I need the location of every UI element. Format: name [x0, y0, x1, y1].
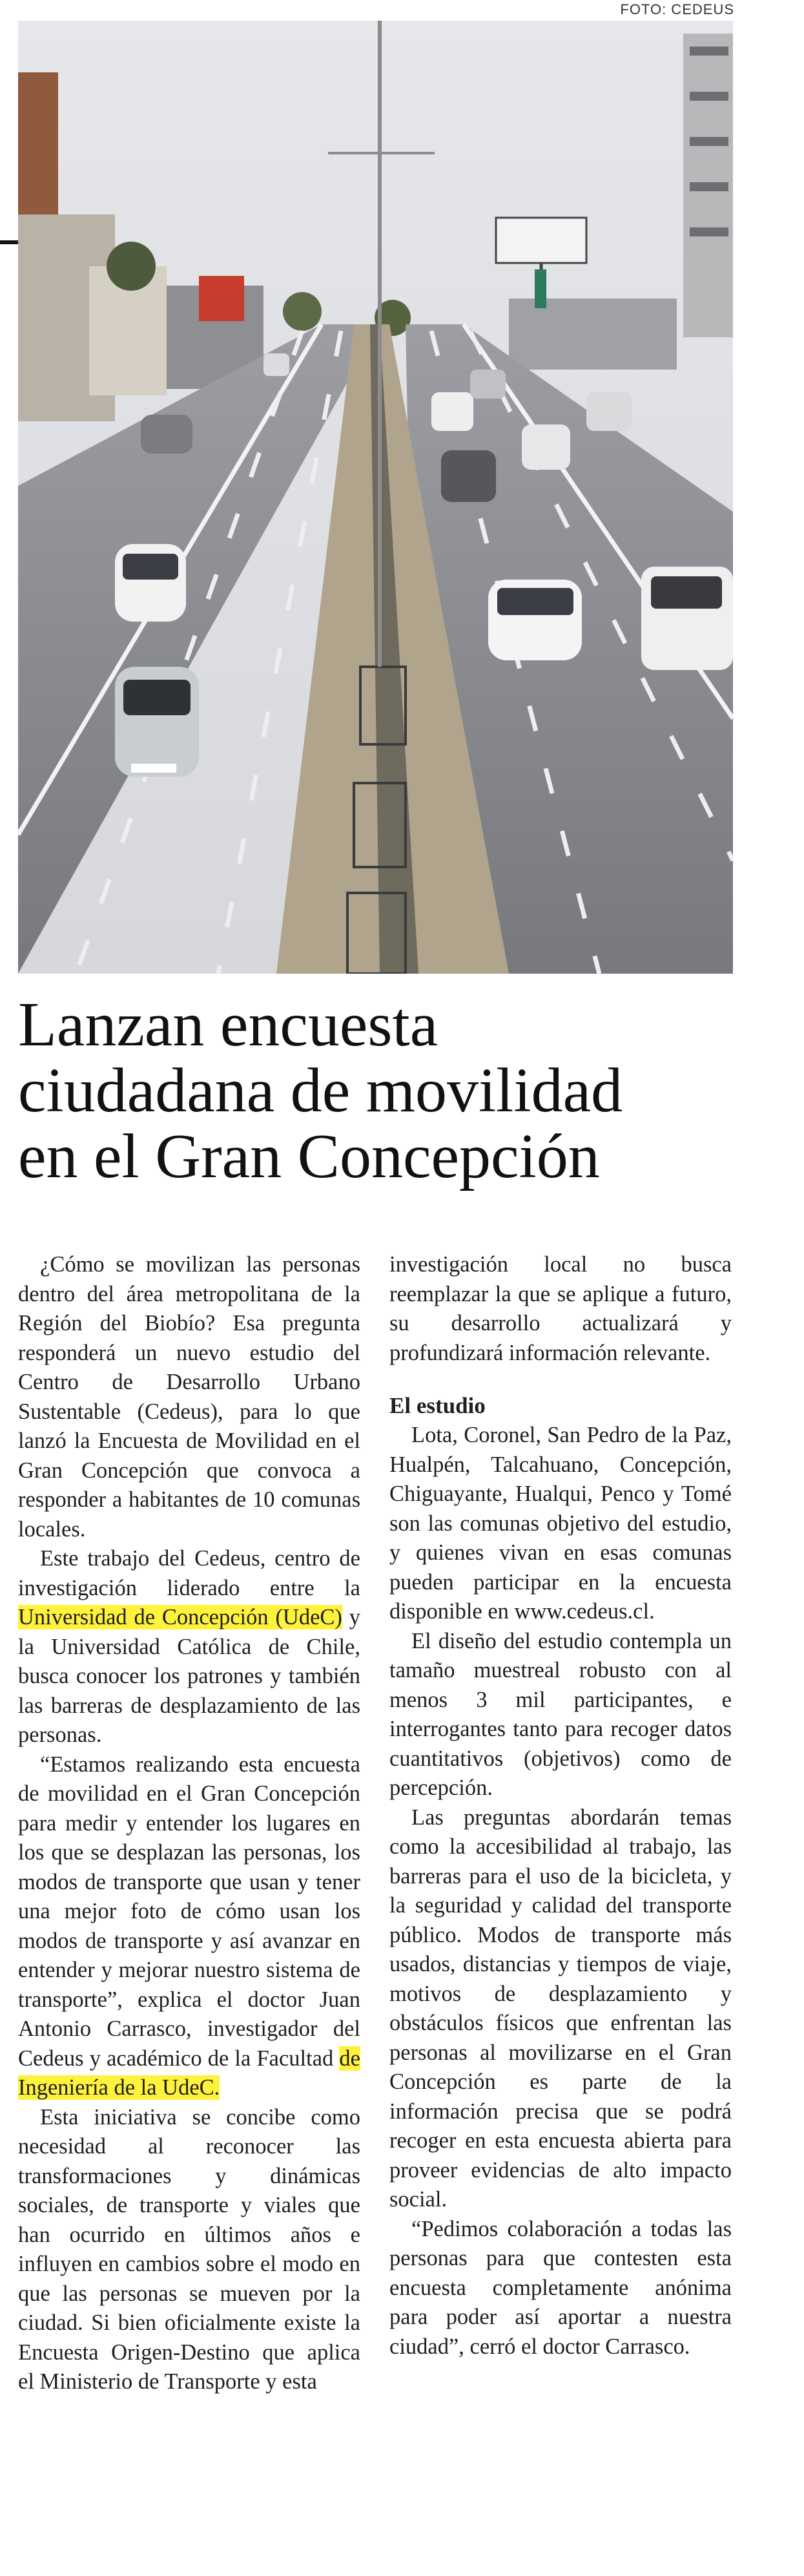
paragraph-iniciativa: Esta iniciativa se concibe como necesidad al reconocer las transformaciones y dinámicas sociales, de transporte y viales que han ocurrido en últimos años e influyen en cambios sobre el modo en que las personas se mueven por la ciudad. Si bien oficialmente existe la Encuesta Origen-Destino que aplica el Ministerio de Transporte y esta: [18, 2104, 360, 2394]
headline-line-3: en el Gran Concepción: [18, 1122, 600, 1191]
paragraph-diseno: El diseño del estudio contempla un tamaño muestreal robusto con al menos 3 mil participantes, e interrogantes tanto para recoger datos cuantitativos (objetivos) como de percepción.: [389, 1628, 732, 1800]
highlight-udec: Universidad de Concepción (UdeC): [18, 1605, 342, 1629]
photo-credit: FOTO: CEDEUS: [620, 1, 734, 17]
article-column-left: [18, 1250, 360, 2397]
paragraph-preguntas: Las preguntas abordarán temas como la accesibilidad al trabajo, las barreras para el uso de la bicicleta, y la seguridad y calidad del transporte público. Modos de transporte más usados, distancias y tiempos de viaje, motivos de desplazamiento y obstáculos físicos que enfrentan las personas al movilizarse en el Gran Concepción es parte de la información precisa que se podrá recoger en esta encuesta abierta para proveer evidencias de alto impacto social.: [389, 1805, 732, 2212]
article-column-right: [389, 1250, 732, 2361]
subhead-el-estudio: El estudio: [389, 1393, 486, 1418]
paragraph-cedeus-end: y la Universidad Católica de Chile, busca conocer los patrones y también las barreras de desplazamiento de las personas.: [18, 1605, 360, 1747]
headline-line-2: ciudadana de movilidad: [18, 1056, 623, 1126]
highlight-ingenieria: de Ingeniería de la UdeC.: [18, 2046, 360, 2100]
street-scene-illustration: [18, 21, 733, 974]
paragraph-cedeus: [18, 1544, 360, 1750]
paragraph-comunas: Lota, Coronel, San Pedro de la Paz, Hualpén, Talcahuano, Concepción, Chiguayante, Hualqui, Penco y Tomé son las comunas objetivo del estudio, y quienes vivan en esas comunas pueden participar en la encuesta disponible en www.cedeus.cl.: [389, 1423, 732, 1624]
section-marker: [0, 240, 19, 244]
paragraph-cierre: “Pedimos colaboración a todas las personas para que contesten esta encuesta completamente anónima para poder así aportar a nuestra ciudad”, cerró el doctor Carrasco.: [389, 2216, 732, 2359]
paragraph-quote: [18, 1750, 360, 2103]
article-headline: [18, 992, 735, 1189]
paragraph-quote-text: “Estamos realizando esta encuesta de movilidad en el Gran Concepción para medir y entender los lugares en los que se desplazan las personas, los modos de transporte que usan y tener una mejor foto de cómo usan los modos de transporte y así avanzar en entender y mejorar nuestro sistema de transporte”, explica el doctor Juan Antonio Carrasco, investigador del Cedeus y académico de la Facultad: [18, 1752, 360, 2071]
paragraph-cedeus-start: Este trabajo del Cedeus, centro de investigación liderado entre la: [18, 1546, 360, 1600]
paragraph-intro: ¿Cómo se movilizan las personas dentro del área metropolitana de la Región del Biobío? Esa pregunta responderá un nuevo estudio del Centro de Desarrollo Urbano Sustentable (Cedeus), para lo que lanzó la Encuesta de Movilidad en el Gran Concepción que convoca a responder a habitantes de 10 comunas locales.: [18, 1252, 360, 1542]
article-photo: [18, 21, 733, 974]
paragraph-iniciativa-continued: investigación local no busca reemplazar la que se aplique a futuro, su desarrollo actualizará y profundizará información relevante.: [389, 1252, 732, 1365]
headline-line-1: Lanzan encuesta: [18, 990, 438, 1060]
